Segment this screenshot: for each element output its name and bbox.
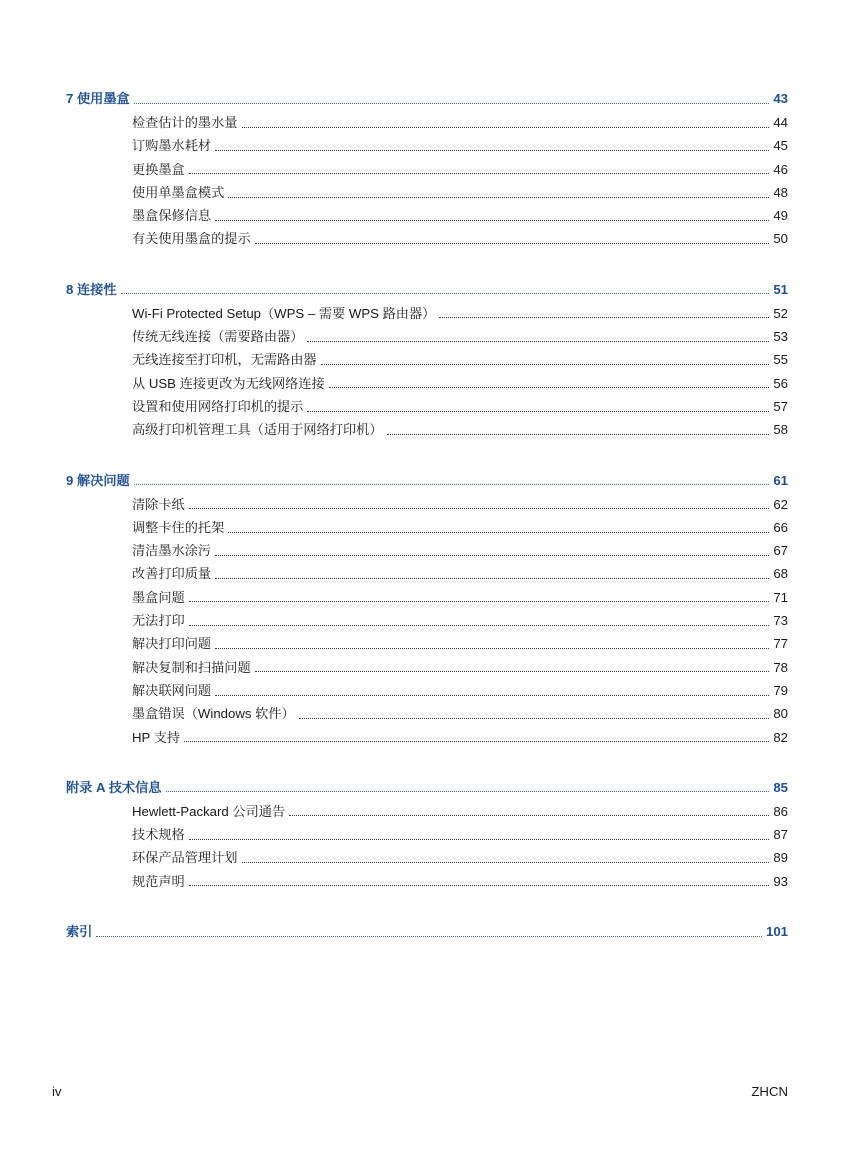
dot-leader xyxy=(439,316,769,318)
dot-leader xyxy=(121,292,770,294)
toc-entry-page: 45 xyxy=(773,138,788,154)
dot-leader xyxy=(228,196,769,198)
toc-entry[interactable] xyxy=(66,586,788,609)
toc-entry-page: 82 xyxy=(773,729,788,745)
dot-leader xyxy=(189,624,770,626)
toc-entry-page: 78 xyxy=(773,659,788,675)
toc-entry[interactable] xyxy=(66,516,788,539)
toc-entry[interactable] xyxy=(66,702,788,725)
toc-chapter-page: 51 xyxy=(773,281,788,297)
toc-entry[interactable] xyxy=(66,325,788,348)
toc-chapter[interactable] xyxy=(66,468,788,493)
dot-leader xyxy=(189,838,770,840)
dot-leader xyxy=(215,554,769,556)
toc-entry-page: 50 xyxy=(773,231,788,247)
toc-entry-title: 技术规格 xyxy=(132,827,185,843)
toc-entry[interactable] xyxy=(66,493,788,516)
toc-entry-page: 55 xyxy=(773,352,788,368)
dot-leader xyxy=(96,935,762,937)
toc-entry[interactable] xyxy=(66,609,788,632)
toc-entry[interactable] xyxy=(66,726,788,749)
dot-leader xyxy=(189,172,770,174)
dot-leader xyxy=(228,531,769,533)
toc-entry-title: 检查估计的墨水量 xyxy=(132,115,238,130)
footer-page-number: iv xyxy=(52,1084,62,1099)
toc-entry-title: 有关使用墨盒的提示 xyxy=(132,231,251,247)
toc-chapter-title: 索引 xyxy=(66,924,93,940)
toc-entry-page: 73 xyxy=(773,613,788,629)
dot-leader xyxy=(189,600,770,602)
toc-entry[interactable] xyxy=(66,348,788,371)
dot-leader xyxy=(215,647,769,649)
toc-entry-title: 解决打印问题 xyxy=(132,636,212,652)
dot-leader xyxy=(299,717,770,719)
toc-chapter[interactable] xyxy=(66,277,788,302)
toc-entry-title: 清除卡纸 xyxy=(132,496,185,512)
toc-entry-page: 87 xyxy=(773,827,788,843)
toc-entry[interactable] xyxy=(66,562,788,585)
toc-entry[interactable] xyxy=(66,539,788,562)
toc-chapter-title: 附录 A 技术信息 xyxy=(66,779,162,795)
dot-leader xyxy=(189,884,770,886)
toc-entry[interactable] xyxy=(66,395,788,418)
toc-entry-page: 58 xyxy=(773,422,788,438)
toc-entry[interactable] xyxy=(66,823,788,846)
toc-entry[interactable] xyxy=(66,632,788,655)
toc-entry-title: 墨盒问题 xyxy=(132,589,185,605)
table-of-contents xyxy=(66,86,788,944)
dot-leader xyxy=(215,149,769,151)
toc-entry-page: 56 xyxy=(773,375,788,391)
toc-chapter-page: 43 xyxy=(773,91,788,106)
toc-entry-page: 49 xyxy=(773,208,788,224)
toc-entry-title: HP 支持 xyxy=(132,729,181,745)
dot-leader xyxy=(255,670,770,672)
dot-leader xyxy=(134,483,770,485)
toc-entry-page: 66 xyxy=(773,519,788,535)
toc-entry-title: 无法打印 xyxy=(132,613,185,629)
toc-entry-page: 77 xyxy=(773,636,788,652)
toc-entry-title: 解决复制和扫描问题 xyxy=(132,659,251,675)
dot-leader xyxy=(307,410,769,412)
toc-section xyxy=(66,86,788,251)
toc-entry-title: 解决联网问题 xyxy=(132,682,212,698)
toc-entry-page: 57 xyxy=(773,398,788,414)
toc-entry-title: 改善打印质量 xyxy=(132,566,212,582)
toc-chapter[interactable] xyxy=(66,86,788,111)
toc-entry-page: 53 xyxy=(773,329,788,345)
toc-entry[interactable] xyxy=(66,418,788,441)
toc-entry-page: 44 xyxy=(773,115,788,130)
toc-entry-page: 48 xyxy=(773,184,788,200)
dot-leader xyxy=(329,386,770,388)
toc-entry[interactable] xyxy=(66,679,788,702)
toc-section xyxy=(66,919,788,944)
toc-entry[interactable] xyxy=(66,111,788,134)
toc-entry-title: 墨盒错误（Windows 软件） xyxy=(132,706,295,722)
toc-entry[interactable] xyxy=(66,227,788,250)
toc-entry-title: 高级打印机管理工具（适用于网络打印机） xyxy=(132,422,383,438)
dot-leader xyxy=(242,861,770,863)
toc-entry[interactable] xyxy=(66,181,788,204)
dot-leader xyxy=(184,740,769,742)
toc-entry-page: 89 xyxy=(773,850,788,866)
toc-entry-page: 46 xyxy=(773,161,788,177)
dot-leader xyxy=(321,363,770,365)
dot-leader xyxy=(134,102,770,104)
toc-entry[interactable] xyxy=(66,134,788,157)
dot-leader xyxy=(215,694,769,696)
toc-entry-page: 71 xyxy=(773,589,788,605)
dot-leader xyxy=(387,433,770,435)
dot-leader xyxy=(166,790,770,792)
toc-entry[interactable] xyxy=(66,372,788,395)
toc-entry-title: 传统无线连接（需要路由器） xyxy=(132,329,304,345)
toc-entry-page: 62 xyxy=(773,496,788,512)
toc-section xyxy=(66,775,788,893)
toc-entry[interactable] xyxy=(66,302,788,325)
toc-chapter-title: 7 使用墨盒 xyxy=(66,91,130,106)
toc-entry[interactable] xyxy=(66,846,788,869)
toc-entry[interactable] xyxy=(66,800,788,823)
dot-leader xyxy=(255,242,770,244)
toc-entry[interactable] xyxy=(66,870,788,893)
toc-entry-page: 67 xyxy=(773,543,788,559)
toc-entry-page: 86 xyxy=(773,803,788,819)
toc-entry-title: 调整卡住的托架 xyxy=(132,519,225,535)
toc-entry-title: 更换墨盒 xyxy=(132,161,185,177)
toc-chapter-page: 85 xyxy=(773,779,788,795)
toc-entry-title: 墨盒保修信息 xyxy=(132,208,212,224)
toc-entry[interactable] xyxy=(66,204,788,227)
dot-leader xyxy=(242,126,770,128)
toc-entry-title: 从 USB 连接更改为无线网络连接 xyxy=(132,375,325,391)
toc-chapter-page: 101 xyxy=(765,924,788,940)
toc-entry-title: 清洁墨水涂污 xyxy=(132,543,212,559)
toc-entry-page: 79 xyxy=(773,682,788,698)
toc-chapter-title: 8 连接性 xyxy=(66,281,117,297)
toc-entry-title: 环保产品管理计划 xyxy=(132,850,238,866)
toc-entry-title: 订购墨水耗材 xyxy=(132,138,212,154)
toc-entry-page: 93 xyxy=(773,873,788,889)
toc-entry[interactable] xyxy=(66,158,788,181)
dot-leader xyxy=(289,814,769,816)
toc-entry[interactable] xyxy=(66,656,788,679)
toc-entry-title: 使用单墨盒模式 xyxy=(132,184,225,200)
toc-entry-title: 规范声明 xyxy=(132,873,185,889)
toc-entry-title: 无线连接至打印机，无需路由器 xyxy=(132,352,317,368)
dot-leader xyxy=(189,507,770,509)
toc-entry-page: 68 xyxy=(773,566,788,582)
toc-entry-page: 52 xyxy=(773,305,788,321)
toc-entry-title: Wi-Fi Protected Setup（WPS – 需要 WPS 路由器） xyxy=(132,305,436,321)
toc-section xyxy=(66,277,788,442)
toc-entry-title: Hewlett-Packard 公司通告 xyxy=(132,803,286,819)
toc-chapter-page: 61 xyxy=(773,472,788,488)
dot-leader xyxy=(215,219,769,221)
toc-chapter[interactable] xyxy=(66,775,788,800)
toc-chapter-title: 9 解决问题 xyxy=(66,472,130,488)
dot-leader xyxy=(307,340,769,342)
toc-entry-title: 设置和使用网络打印机的提示 xyxy=(132,398,304,414)
toc-entry-page: 80 xyxy=(773,706,788,722)
toc-section xyxy=(66,468,788,749)
toc-chapter[interactable] xyxy=(66,919,788,944)
footer-locale: ZHCN xyxy=(751,1084,788,1099)
dot-leader xyxy=(215,577,769,579)
